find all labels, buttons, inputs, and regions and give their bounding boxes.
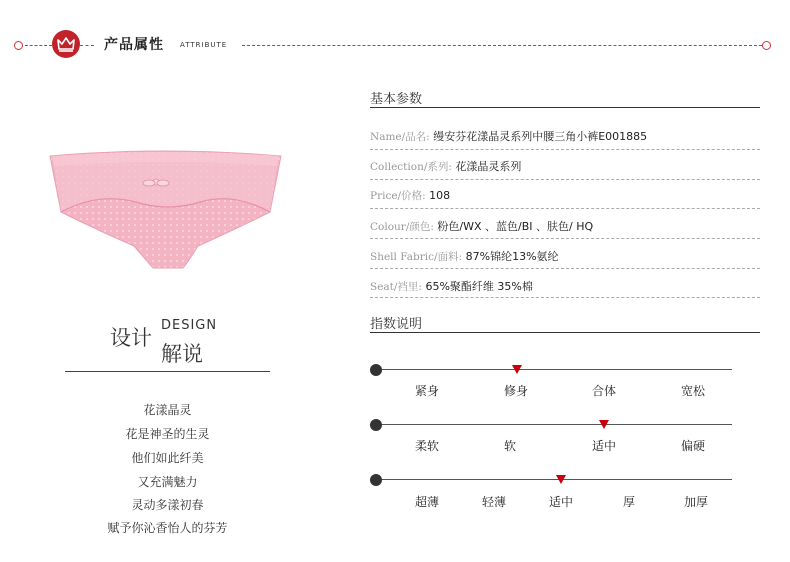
attr-value: 粉色/WX 、蓝色/BI 、肤色/ HQ [437,220,594,233]
attr-row-seat [370,278,760,294]
design-title-left: 设计 [110,326,152,350]
header-dot-right [762,41,771,50]
scale-start-dot [370,474,382,486]
scale-marker-icon [599,420,609,429]
row-divider [370,208,760,209]
row-divider [370,297,760,298]
attr-label: Collection/系列: [370,161,452,173]
scale-track [376,424,732,425]
scale-label: 适中 [548,495,574,509]
basic-params-title: 基本参数 [370,92,423,107]
attr-value: 87%锦纶13%氨纶 [465,250,559,263]
poem-line: 灵动多漾初春 [131,498,204,512]
attr-row-price [370,188,760,203]
poem-line: 又充满魅力 [137,475,198,489]
header-line-left [20,45,52,46]
scale-marker-icon [556,475,566,484]
scale-start-dot [370,419,382,431]
scale-label: 紧身 [414,384,440,398]
scale-start-dot [370,364,382,376]
design-title-right: 解说 [161,342,203,366]
index-divider [370,332,760,333]
scale-label: 软 [503,439,517,453]
scale-label: 宽松 [680,384,706,398]
attr-label: Name/品名: [370,131,430,143]
scale-label: 偏硬 [680,439,706,453]
header-line-right [242,45,762,46]
attr-value: 花漾晶灵系列 [455,160,522,173]
attr-value: 65%聚酯纤维 35%棉 [425,280,533,293]
attr-value: 108 [429,189,451,202]
attr-row-name [370,128,760,144]
page-title: 产品属性 [104,37,164,53]
scale-label: 合体 [591,384,617,398]
attr-label: Shell Fabric/面料: [370,251,463,263]
row-divider [370,268,760,269]
crown-icon [52,30,80,58]
scale-track [376,369,732,370]
attr-row-collection [370,158,760,174]
scale-label: 厚 [622,495,636,509]
poem-line: 赋予你沁香怡人的芬芳 [107,521,228,535]
scale-label: 修身 [503,384,529,398]
scale-track [376,479,732,480]
basic-params-divider [370,107,760,108]
index-title: 指数说明 [370,317,423,332]
scale-label: 适中 [591,439,617,453]
poem-line: 花漾晶灵 [143,403,192,417]
poem-line: 他们如此纤美 [131,451,204,465]
attr-row-colour [370,218,760,234]
attr-row-fabric [370,248,760,264]
poem-line: 花是神圣的生灵 [125,427,210,441]
design-title-en: DESIGN [161,318,218,333]
scale-label: 轻薄 [481,495,507,509]
attr-label: Colour/颜色: [370,221,434,233]
attr-label: Seat/裆里: [370,281,422,293]
product-image [48,150,283,275]
crown-logo [52,30,80,58]
row-divider [370,238,760,239]
row-divider [370,149,760,150]
header-dot-left [14,41,23,50]
header-line-mid [80,45,94,46]
attr-value: 缦安芬花漾晶灵系列中腰三角小裤E001885 [433,130,648,143]
panties-illustration [48,150,283,275]
scale-marker-icon [512,365,522,374]
page-subtitle: ATTRIBUTE [180,41,228,49]
row-divider [370,179,760,180]
attr-label: Price/价格: [370,190,426,202]
scale-label: 超薄 [414,495,440,509]
scale-label: 柔软 [414,439,440,453]
scale-label: 加厚 [683,495,709,509]
design-divider [65,371,270,372]
